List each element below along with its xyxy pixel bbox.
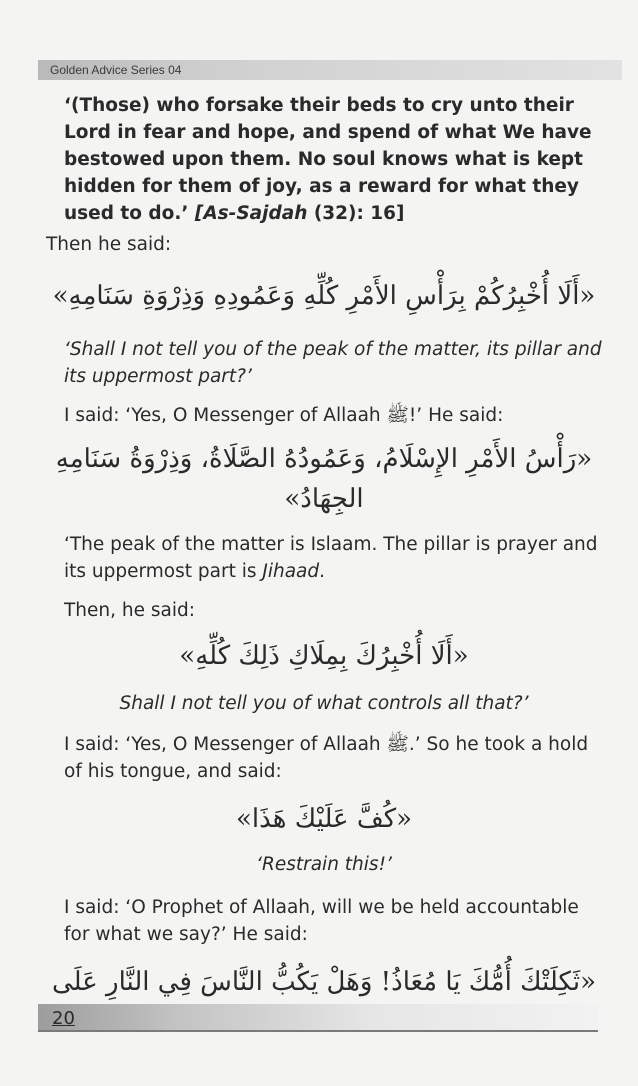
translation-2-italic: Jihaad [262, 561, 320, 582]
quote-ref-verse: (32): 16] [307, 203, 405, 224]
said-1: I said: ‘Yes, O Messenger of Allaah ﷺ!’ He said: [64, 405, 504, 426]
footer-bar [38, 1004, 598, 1032]
arabic-hadith-3: «أَلَا أُخْبِرُكَ بِمِلَاكِ ذَلِكَ كُلِّهِ» [179, 641, 469, 671]
quote-ref-surah: [As-Sajdah [194, 203, 308, 224]
translation-4: ‘Restrain this!’ [256, 854, 392, 875]
arabic-hadith-4: «كُفَّ عَلَيْكَ هَذَا» [235, 804, 413, 834]
translation-2 [46, 531, 602, 585]
then-said-1: Then he said: [46, 234, 172, 255]
quote-text: ‘(Those) who forsake their beds to cry unto their Lord in fear and hope, and spend of what We have bestowed upon them. No soul knows what is kept hidden for them of joy, as a reward for what they used to do.’ [64, 95, 592, 224]
running-header: Golden Advice Series 04 [50, 63, 182, 77]
quran-quote [46, 92, 602, 227]
translation-1: ‘Shall I not tell you of the peak of the matter, its pillar and its uppermost part?’ [64, 339, 602, 387]
arabic-hadith-1: «أَلَا أُخْبِرُكُمْ بِرَأْسِ الأَمْرِ كُلِّهِ وَعَمُودِهِ وَذِرْوَةِ سَنَامِهِ» [52, 281, 596, 311]
arabic-hadith-2: «رَأْسُ الأَمْرِ الإِسْلَامُ، وَعَمُودُهُ الصَّلَاةُ، وَذِرْوَةُ سَنَامِهِ الجِهَادُ» [55, 444, 593, 514]
page-body [46, 92, 602, 1002]
translation-2-end: . [319, 561, 326, 582]
arabic-hadith-5: «ثَكِلَتْكَ أُمُّكَ يَا مُعَاذُ! وَهَلْ يَكُبُّ النَّاسَ فِي النَّارِ عَلَى [52, 967, 596, 997]
page-number: 20 [52, 1008, 75, 1029]
then-said-2: Then, he said: [64, 600, 195, 621]
said-3: I said: ‘O Prophet of Allaah, will we be held accountable for what we say?’ He said: [64, 897, 579, 945]
said-2: I said: ‘Yes, O Messenger of Allaah ﷺ.’ So he took a hold of his tongue, and said: [64, 734, 589, 782]
translation-2-text: ‘The peak of the matter is Islaam. The pillar is prayer and its uppermost part is [64, 534, 598, 582]
translation-3: Shall I not tell you of what controls all that?’ [119, 693, 529, 714]
